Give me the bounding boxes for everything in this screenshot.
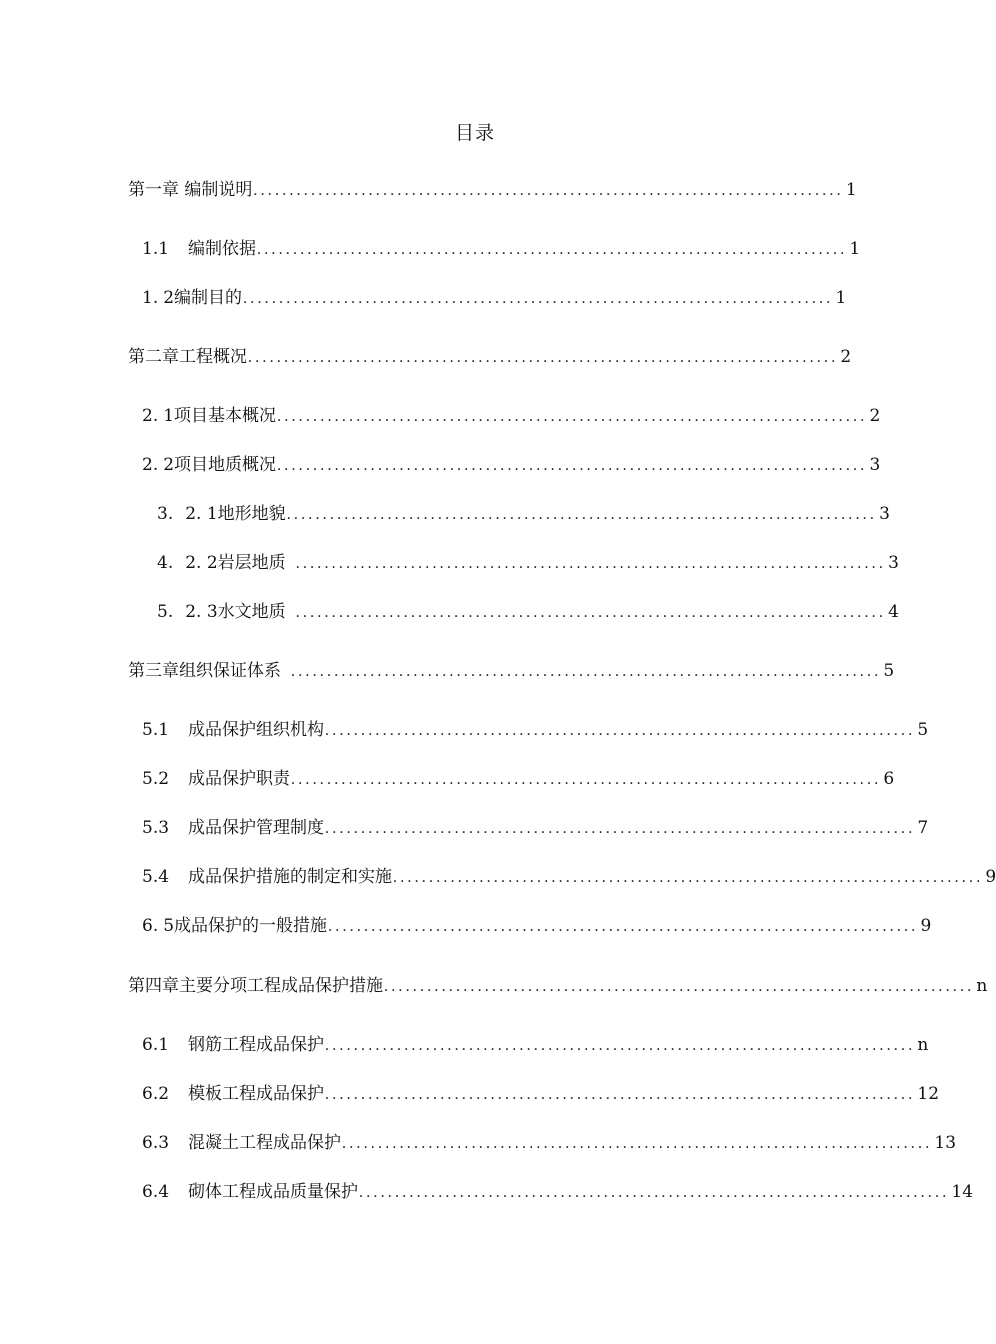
toc-entry[interactable] [142,816,929,841]
toc-entry-number: 4. [157,553,174,573]
dot-leader: .................................................................................. [277,408,868,425]
dot-leader: .................................................................................. [325,1086,916,1103]
dot-leader: .................................................................................. [359,1184,950,1201]
toc-entry-label: 成品保护管理制度 [188,818,324,838]
toc-entry-number: 5.2 [142,769,170,789]
toc-entry[interactable] [157,600,899,625]
dot-leader: .................................................................................. [325,722,916,739]
toc-entry[interactable] [142,718,929,743]
dot-leader: .................................................................................. [248,349,839,366]
toc-entry-page: 1 [845,180,857,200]
toc-entry-page: 5 [883,661,895,681]
toc-entry[interactable] [157,551,899,576]
toc-entry-page: 2 [869,406,881,426]
toc-entry-label: 钢筋工程成品保护 [188,1035,324,1055]
toc-entry-number: 5.1 [142,720,170,740]
toc-entry-label: 2编制目的 [163,288,243,308]
dot-leader: .................................................................................. [295,604,887,621]
toc-entry-page: 12 [917,1084,940,1104]
toc-entry-number: 1.1 [142,239,170,259]
toc-entry-page: 9 [985,867,996,887]
toc-entry-number: 5.4 [142,867,170,887]
toc-entry-label: 第一章 编制说明 [128,180,253,200]
toc-entry-label: 第四章主要分项工程成品保护措施 [128,976,383,996]
dot-leader: .................................................................................. [325,1037,916,1054]
toc-entry-page: 4 [888,602,899,622]
dot-leader: .................................................................................. [286,506,878,523]
toc-entry-label: 成品保护职责 [188,769,290,789]
toc-entry-label: 砌体工程成品质量保护 [188,1182,358,1202]
toc-entry-label: 成品保护组织机构 [188,720,324,740]
toc-entry-label: 混凝土工程成品保护 [188,1133,341,1153]
dot-leader: .................................................................................. [393,869,984,886]
toc-entry-label: 第二章工程概况 [128,347,247,367]
dot-leader: .................................................................................. [325,820,916,837]
toc-entry-label: 2项目地质概况 [163,455,277,475]
toc-entry-label: 1项目基本概况 [163,406,277,426]
dot-leader: .................................................................................. [295,555,887,572]
dot-leader: .................................................................................. [291,771,882,788]
toc-entry-label: 模板工程成品保护 [188,1084,324,1104]
toc-entry-page: 2 [840,347,852,367]
toc-entry-number: 6. [142,916,159,936]
toc-entry-label: 成品保护措施的制定和实施 [188,867,392,887]
toc-entry[interactable] [142,1180,974,1205]
toc-entry-number: 5. [157,602,174,622]
toc-entry-number: 1. [142,288,159,308]
toc-entry-page: 9 [920,916,932,936]
toc-entry-page: 14 [951,1182,974,1202]
toc-entry[interactable] [142,237,861,262]
toc-entry-label: 2. 1地形地貌 [185,504,286,524]
toc-entry[interactable] [142,1131,957,1156]
toc-entry[interactable] [128,974,988,999]
toc-entry[interactable] [142,865,996,890]
toc-entry-page: 3 [888,553,899,573]
dot-leader: .................................................................................. [342,1135,933,1152]
toc-entry-page: 13 [934,1133,957,1153]
toc-entry[interactable] [128,178,857,203]
toc-entry-number: 6.2 [142,1084,170,1104]
toc-entry-number: 6.1 [142,1035,170,1055]
toc-entry-page: 1 [849,239,861,259]
toc-entry-number: 2. [142,406,159,426]
toc-entry[interactable] [142,453,881,478]
dot-leader: .................................................................................. [291,663,882,680]
dot-leader: .................................................................................. [257,241,848,258]
toc-entry[interactable] [157,502,890,527]
toc-entry-number: 2. [142,455,159,475]
toc-entry-page: 3 [869,455,881,475]
toc-entry-label: 2. 3水文地质 [185,602,286,622]
dot-leader: .................................................................................. [253,182,844,199]
dot-leader: .................................................................................. [243,290,834,307]
dot-leader: .................................................................................. [277,457,868,474]
toc-entry-number: 3. [157,504,174,524]
toc-entry-number: 6.4 [142,1182,170,1202]
toc-entry[interactable] [142,914,932,939]
dot-leader: .................................................................................. [328,918,919,935]
toc-entry[interactable] [142,404,881,429]
dot-leader: .................................................................................. [384,978,975,995]
toc-title: 目录 [454,122,495,144]
toc-entry-label: 5成品保护的一般措施 [163,916,328,936]
toc-entry-page: n [976,976,988,996]
toc-entry[interactable] [142,1082,940,1107]
toc-entry[interactable] [128,659,895,684]
toc-entry-page: 6 [883,769,895,789]
toc-entry-label: 第三章组织保证体系 [128,661,281,681]
toc-entry-page: 5 [917,720,929,740]
toc-entry-label: 编制依据 [188,239,256,259]
toc-entry[interactable] [142,767,895,792]
toc-entry[interactable] [128,345,852,370]
toc-entry[interactable] [142,286,847,311]
toc-entry-page: n [917,1035,929,1055]
toc-entry-page: 7 [917,818,929,838]
toc-entry-number: 6.3 [142,1133,170,1153]
toc-entry-number: 5.3 [142,818,170,838]
toc-entry[interactable] [142,1033,929,1058]
toc-entry-page: 3 [879,504,890,524]
toc-entry-label: 2. 2岩层地质 [185,553,286,573]
toc-entry-page: 1 [835,288,847,308]
